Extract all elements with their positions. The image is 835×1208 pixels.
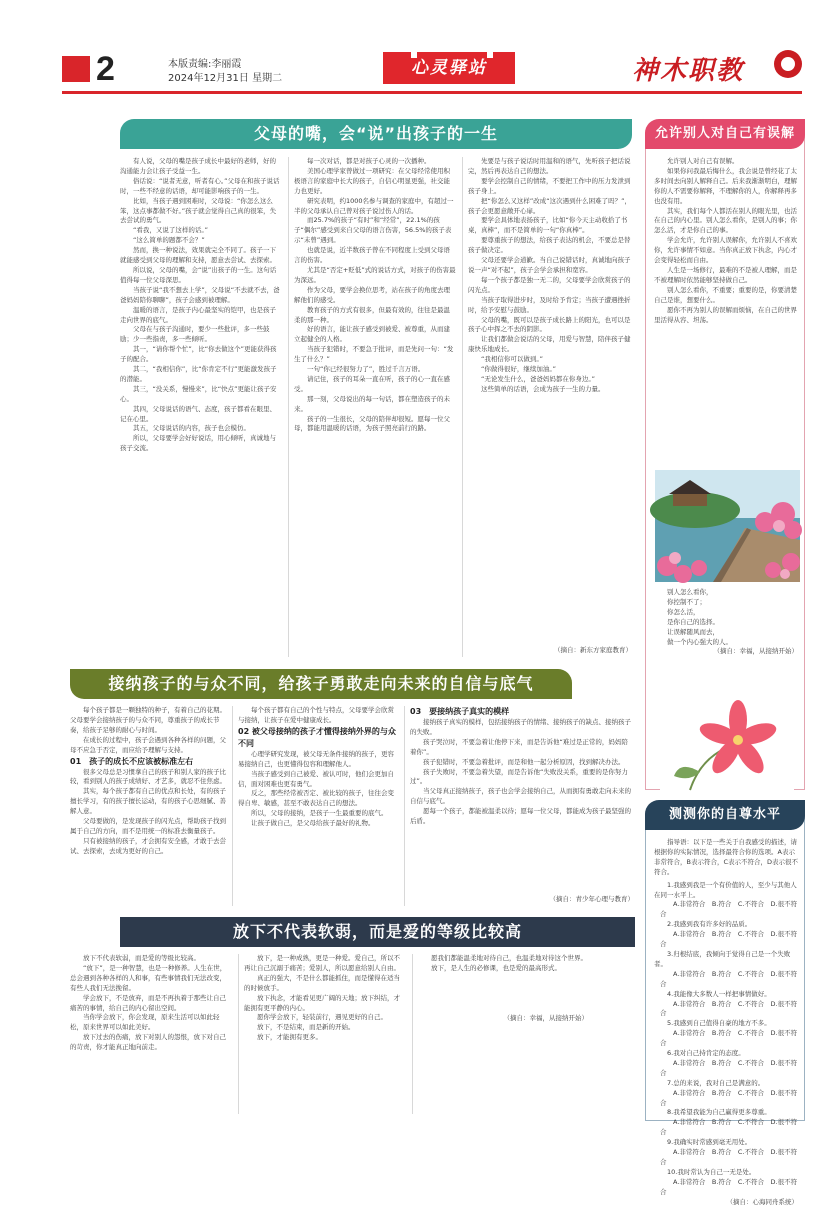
paragraph: “放下”，是一种智慧，也是一种修养。人生在世，总会遇到各种各样的人和事，有些事情我们无法改变，有些人我们无法挽留。 [70, 963, 227, 992]
paragraph: 每个孩子都是一颗独特的种子，有着自己的花期。父母要学会接纳孩子的与众不同，尊重孩子的成长节奏，给孩子足够的耐心与时间。 [70, 706, 226, 734]
paragraph: 放下，是人生的必修课，也是爱的最高形式。 [431, 963, 561, 972]
subheading: 02 被父母接纳的孩子才懂得接纳外界的与众不同 [238, 726, 396, 748]
section-title: 心灵驿站 [383, 52, 515, 84]
quiz-options: A.非常符合 B.符合 C.不符合 D.很不符合 [660, 1177, 798, 1196]
quiz-question: 7.总的来说，我对自己是满意的。 [667, 1078, 765, 1087]
subheading: 03 要接纳孩子真实的模样 [410, 707, 510, 716]
paragraph: 其一，“请你帮个忙”，比“你去做这个”更能获得孩子的配合。 [120, 345, 277, 364]
paragraph: 所以说，父母的嘴，会“说”出孩子的一生。这句话值得每一位父母深思。 [120, 265, 277, 284]
paragraph: 让我们都做会说话的父母，用爱与智慧，陪伴孩子健康快乐地成长。 [468, 335, 631, 354]
paragraph: 愿我们都能温柔地对待自己，也温柔地对待这个世界。 [431, 954, 587, 962]
article3-column-3 [418, 954, 588, 1014]
paragraph: “你做得很好，继续加油。” [481, 365, 556, 374]
paragraph: 放下过去的伤痛，放下对别人的怨恨，放下对自己的苛责，你才能真正地向前走。 [70, 1033, 226, 1052]
paragraph: 愿你学会放下，轻装前行，遇见更好的自己。 [257, 1013, 387, 1022]
quiz-options: A.非常符合 B.符合 C.不符合 D.很不符合 [660, 1118, 798, 1137]
column-divider [238, 954, 239, 1114]
paragraph: 研究表明，约1000名参与调查的家庭中，有超过一半的父母承认自己曾对孩子说过伤人的话。 [294, 196, 454, 215]
header-red-block [62, 56, 90, 82]
paragraph: “看我，又说了这样的话。” [133, 226, 208, 235]
article2-column-2 [238, 706, 398, 906]
sidebar1-poem [654, 588, 798, 696]
article1-column-2 [294, 157, 456, 657]
paragraph: 每一次对话，都是对孩子心灵的一次播种。 [307, 157, 431, 165]
subheading: 01 孩子的成长不应该被标准左右 [70, 756, 194, 766]
paragraph: 其四，父母说话的语气、态度，孩子都看在眼里、记在心里。 [120, 404, 276, 423]
paragraph: 放下，是一种成熟，更是一种爱。爱自己，所以不再让自己沉溺于痛苦；爱别人，所以愿意给别人自由。 [244, 954, 400, 972]
paragraph: 好的语言，能让孩子感受到被爱、被尊重，从而建立起健全的人格。 [294, 325, 450, 344]
paragraph: 父母要做的，是发现孩子的闪光点，帮助孩子找到属于自己的方向，而不是用统一的标准去衡量孩子。 [70, 817, 226, 835]
quiz-question: 10.我时常认为自己一无是处。 [667, 1167, 756, 1176]
paragraph: 把“你怎么又这样”改成“这次遇到什么困难了吗？”，孩子会更愿意敞开心扉。 [468, 196, 631, 215]
bridge-garden-illustration [655, 470, 800, 582]
quiz-question: 8.我希望我能为自己赢得更多尊重。 [667, 1108, 771, 1117]
paragraph: 其二，“我相信你”，比“你肯定不行”更能激发孩子的潜能。 [120, 365, 277, 383]
article1-title: 父母的嘴，会“说”出孩子的一生 [120, 119, 632, 149]
newspaper-brand: 神木职教 [632, 56, 745, 86]
paragraph: 别人怎么看你，不重要；重要的是，你要清楚自己是谁，想要什么。 [654, 285, 797, 304]
article3-title: 放下不代表软弱，而是爱的等级比较高 [120, 917, 635, 947]
sidebar1-body [654, 157, 798, 461]
paragraph: 教育孩子的方式有很多，但最有效的，往往是最温柔的那一种。 [294, 305, 450, 324]
paragraph: 然而，换一种说法，效果就完全不同了。孩子一下就能感受到父母的理解和支持，愿意去尝试、去探索。 [120, 246, 276, 265]
quiz-question: 3.归根结底，我倾向于觉得自己是一个失败者。 [654, 949, 791, 968]
column-divider [288, 157, 289, 657]
paragraph: 要尊重孩子的想法，给孩子表达的机会，不要总是替孩子做决定。 [468, 236, 631, 255]
paragraph: “无论发生什么，爸爸妈妈都在你身边。” [481, 374, 595, 383]
paragraph: 要学会控制自己的情绪，不要把工作中的压力发泄到孩子身上。 [468, 176, 631, 195]
paragraph: 当孩子说“我不想去上学”，父母说“不去就不去，爸爸妈妈陪你聊聊”，孩子会感到被理解。 [120, 285, 280, 304]
paragraph: 愿你不再为别人的误解而烦恼，在自己的世界里活得从容、坦荡。 [654, 305, 797, 324]
quiz-options: A.非常符合 B.符合 C.不符合 D.很不符合 [660, 1029, 798, 1048]
pink-flower-illustration [660, 700, 794, 790]
paragraph: 孩子哭泣时，不要急着让他停下来，而是告诉他“难过是正常的，妈妈陪着你”。 [410, 737, 628, 756]
paragraph: 其五，父母说话的内容，孩子也会模仿。 [133, 424, 250, 433]
paragraph: 愿每一个孩子，都能被温柔以待；愿每一位父母，都能成为孩子最坚强的后盾。 [410, 807, 631, 826]
paragraph: 也就是说，近半数孩子曾在不同程度上受到父母语言的伤害。 [294, 246, 450, 265]
paragraph: 尤其是“否定+贬低”式的说话方式，对孩子的伤害最为深远。 [294, 265, 456, 284]
paragraph: 俗话说：“说者无意，听者有心。”父母在和孩子说话时，一些不经意的话语，却可能影响孩子的一生。 [120, 176, 280, 195]
paragraph: 一句“你已经很努力了”，胜过千言万语。 [307, 365, 425, 374]
paragraph: 有人说，父母的嘴是孩子成长中最好的老师，好的沟通能力会让孩子受益一生。 [120, 157, 276, 175]
paragraph: 让孩子做自己，是父母给孩子最好的礼物。 [251, 819, 375, 828]
paragraph: “我相信你可以做到。” [481, 355, 543, 364]
paragraph: 反之，那些经常被否定、被比较的孩子，往往会变得自卑、敏感，甚至不敢表达自己的想法。 [238, 789, 394, 808]
column-divider [462, 157, 463, 657]
paragraph: “这么简单的题都不会？” [133, 236, 205, 245]
paragraph: 如果你问我最后悔什么，我会说是曾经花了太多时间去向别人解释自己。后来我渐渐明白，理解你的人不需要你解释，不理解你的人，你解释再多也没有用。 [654, 166, 797, 205]
paragraph: 在成长的过程中，孩子会遇到各种各样的问题，父母不应急于否定，而应给予理解与支持。 [70, 735, 226, 754]
paragraph: 当父母真正接纳孩子，孩子也会学会接纳自己，从而拥有勇敢走向未来的自信与底气。 [410, 787, 631, 806]
paragraph: 其实，我们每个人都活在别人的眼光里，也活在自己的内心里。别人怎么看你，是别人的事；你怎么活，才是你自己的事。 [654, 206, 797, 235]
paragraph: 这些简单的话语，会成为孩子一生的力量。 [481, 384, 605, 393]
paragraph: 父母还要学会道歉。当自己说错话时，真诚地向孩子说一声“对不起”，孩子会学会承担和宽容。 [468, 256, 631, 274]
column-divider [412, 954, 413, 1114]
paragraph: 真正的强大，不是什么都能抓住，而是懂得在适当的时候放手。 [244, 973, 400, 992]
article3-source: （摘自：幸福，从接纳开始） [503, 1014, 588, 1022]
paragraph: 你控制不了； [667, 597, 706, 606]
paragraph: 孩子的一生很长，父母的陪伴却很短。愿每一位父母，都能用温暖的话语，为孩子照亮前行的路。 [294, 414, 450, 433]
sidebar2-title: 测测你的自尊水平 [645, 800, 805, 830]
paragraph: 放下执念，才能看见更广阔的天地；放下纠结，才能拥有更平静的内心。 [244, 993, 400, 1012]
paragraph: 其三，“没关系，慢慢来”，比“快点”更能让孩子安心。 [120, 384, 277, 403]
quiz-question: 6.我对自己持肯定的态度。 [667, 1049, 745, 1058]
quiz-question: 5.我感到自己值得自豪的地方不多。 [667, 1019, 771, 1028]
quiz-options: A.非常符合 B.符合 C.不符合 D.很不符合 [660, 1148, 798, 1166]
quiz-options: A.非常符合 B.符合 C.不符合 D.很不符合 [660, 999, 798, 1018]
quiz-options: A.非常符合 B.符合 C.不符合 D.很不符合 [660, 969, 798, 988]
issue-date: 2024年12月31日 星期二 [168, 73, 283, 84]
paragraph: 你怎么活， [667, 607, 700, 616]
sidebar1-source: （摘自：幸福，从接纳开始） [713, 647, 798, 656]
editor-label: 本版责编:李丽霞 [168, 59, 242, 70]
page-number: 2 [96, 50, 115, 88]
paragraph: 孩子犯错时，不要急着批评，而是和他一起分析原因，找到解决办法。 [423, 757, 625, 766]
header-rule [62, 91, 802, 94]
sidebar2-source: （摘自：心海同舟系统） [726, 1197, 798, 1206]
paragraph: 父母的嘴，既可以是孩子成长路上的阳光，也可以是孩子心中挥之不去的阴影。 [468, 315, 631, 334]
paragraph: 父母在与孩子沟通时，要少一些批评，多一些鼓励；少一些指责，多一些倾听。 [120, 325, 270, 344]
paragraph: 做一个内心强大的人。 [667, 637, 732, 646]
article2-column-3 [410, 706, 634, 894]
quiz-question: 1.我感到我是一个有价值的人，至少与其他人在同一水平上。 [654, 880, 797, 899]
sidebar1-title: 允许别人对自己有误解 [645, 119, 805, 149]
quiz-options: A.非常符合 B.符合 C.不符合 D.很不符合 [660, 1088, 798, 1107]
paragraph: 所以，父母的接纳，是孩子一生最重要的底气。 [251, 809, 388, 818]
paragraph: 要学会具体地表扬孩子，比如“你今天主动收拾了书桌，真棒”，而不是简单的一句“你真棒”。 [468, 216, 628, 235]
paragraph: 作为父母，要学会换位思考，站在孩子的角度去理解他们的感受。 [294, 285, 450, 304]
paragraph: 所以，父母要学会好好说话，用心倾听，真诚地与孩子交流。 [120, 434, 276, 453]
quiz-question: 4.我能像大多数人一样把事情做好。 [667, 989, 771, 998]
quiz-intro: 指导语：以下是一些关于自我感受的描述，请根据你的实际情况，选择最符合你的选项。A表示非常符合，B表示符合，C表示不符合，D表示很不符合。 [654, 838, 799, 876]
article3-column-1 [70, 954, 232, 1114]
paragraph: 当孩子取得进步时，及时给予肯定；当孩子遭遇挫折时，给予安慰与鼓励。 [468, 295, 631, 314]
paragraph: 让误解随风而去， [667, 627, 719, 636]
paragraph: 比如，当孩子遇到困难时，父母说：“你怎么这么笨，这点事都做不好。”孩子就会觉得自己真的很笨，失去尝试的勇气。 [120, 196, 277, 225]
paragraph: 是你自己的选择。 [667, 617, 719, 626]
paragraph: 学会允许，允许别人误解你，允许别人不喜欢你，允许事情不如意。当你真正放下执念，内心才会变得轻松而自由。 [654, 236, 797, 265]
column-divider [404, 706, 405, 906]
paragraph: 别人怎么看你， [667, 588, 713, 596]
column-divider [232, 706, 233, 906]
paragraph: 放下，才能拥有更多。 [257, 1033, 322, 1042]
paragraph: 而25.7%的孩子“有时”和“经常”，22.1%的孩子“偶尔”感受到来自父母的语言伤害，56.5%的孩子表示“未曾”遇到。 [294, 216, 452, 245]
paragraph: 每个孩子都有自己的个性与特点，父母要学会欣赏与接纳，让孩子在爱中健康成长。 [238, 706, 394, 724]
article2-source: （摘自：青少年心理与教育） [549, 895, 634, 903]
paragraph: 那一刻，父母说出的每一句话，都在塑造孩子的未来。 [294, 394, 450, 413]
paragraph: 每一个孩子都是独一无二的，父母要学会欣赏孩子的闪光点。 [468, 275, 631, 294]
paragraph: 温暖的语言，是孩子内心最坚实的铠甲，也是孩子走向世界的底气。 [120, 305, 276, 324]
paragraph: 放下，不是结束，而是新的开始。 [257, 1023, 355, 1032]
article1-column-1 [120, 157, 282, 657]
logo-icon [774, 50, 802, 78]
paragraph: 学会放下，不是放弃，而是不再执着于那些让自己痛苦的事情，给自己的内心留出空间。 [70, 993, 226, 1012]
quiz-options: A.非常符合 B.符合 C.不符合 D.很不符合 [660, 1058, 798, 1077]
paragraph: 人生是一场修行，最难的不是被人理解，而是不被理解时依然能够坚持做自己。 [654, 265, 797, 284]
paragraph: 当孩子犯错时，不要急于批评，而是先问一句：“发生了什么？” [294, 345, 454, 364]
quiz-options: A.非常符合 B.符合 C.不符合 D.很不符合 [660, 900, 798, 919]
article3-column-2 [244, 954, 406, 1114]
paragraph: 放下不代表软弱，而是爱的等级比较高。 [83, 954, 200, 962]
quiz-question: 9.我确实时常感到毫无用处。 [667, 1138, 752, 1147]
paragraph: 心理学研究发现，被父母无条件接纳的孩子，更容易接纳自己，也更懂得包容和理解他人。 [238, 749, 394, 768]
article2-title: 接纳孩子的与众不同，给孩子勇敢走向未来的自信与底气 [70, 669, 572, 699]
paragraph: 其实，每个孩子都有自己的优点和长处，有的孩子擅长学习，有的孩子擅长运动，有的孩子心思细腻、善解人意。 [70, 787, 226, 816]
article2-column-1 [70, 706, 226, 906]
quiz-options: A.非常符合 B.符合 C.不符合 D.很不符合 [660, 930, 798, 949]
paragraph: 很多父母总是习惯拿自己的孩子和别人家的孩子比较，看到别人的孩子成绩好、才艺多，就忍不住焦虑。 [70, 767, 226, 786]
header-meta [168, 58, 282, 86]
paragraph: 美国心理学家曾做过一项研究：在父母经常使用积极语言的家庭中长大的孩子，自信心明显更强，社交能力也更好。 [294, 166, 450, 195]
paragraph: 允许别人对自己有误解。 [667, 157, 739, 165]
paragraph: 接纳孩子真实的模样，包括接纳孩子的情绪、接纳孩子的缺点、接纳孩子的失败。 [410, 718, 631, 736]
paragraph: 当孩子感受到自己被爱、被认可时，他们会更加自信，面对困难也更有勇气。 [238, 769, 394, 788]
paragraph: 只有被接纳的孩子，才会拥有安全感，才敢于去尝试、去探索，去成为更好的自己。 [70, 836, 226, 855]
paragraph: 当你学会放下，你会发现，原来生活可以如此轻松，原来世界可以如此美好。 [70, 1013, 220, 1032]
paragraph: 请记住，孩子的耳朵一直在听，孩子的心一直在感受。 [294, 374, 450, 393]
self-esteem-quiz [654, 838, 799, 1206]
paragraph: 孩子失败时，不要急着失望，而是告诉他“失败没关系，重要的是你努力过”。 [410, 767, 628, 786]
paragraph: 先要是与孩子说话时用温和的语气，先听孩子把话说完，然后再表达自己的想法。 [468, 157, 631, 175]
article1-source: （摘自：新东方家庭教育） [554, 646, 632, 654]
quiz-question: 2.我感到我有许多好的品质。 [667, 920, 752, 929]
article1-column-3 [468, 157, 632, 645]
